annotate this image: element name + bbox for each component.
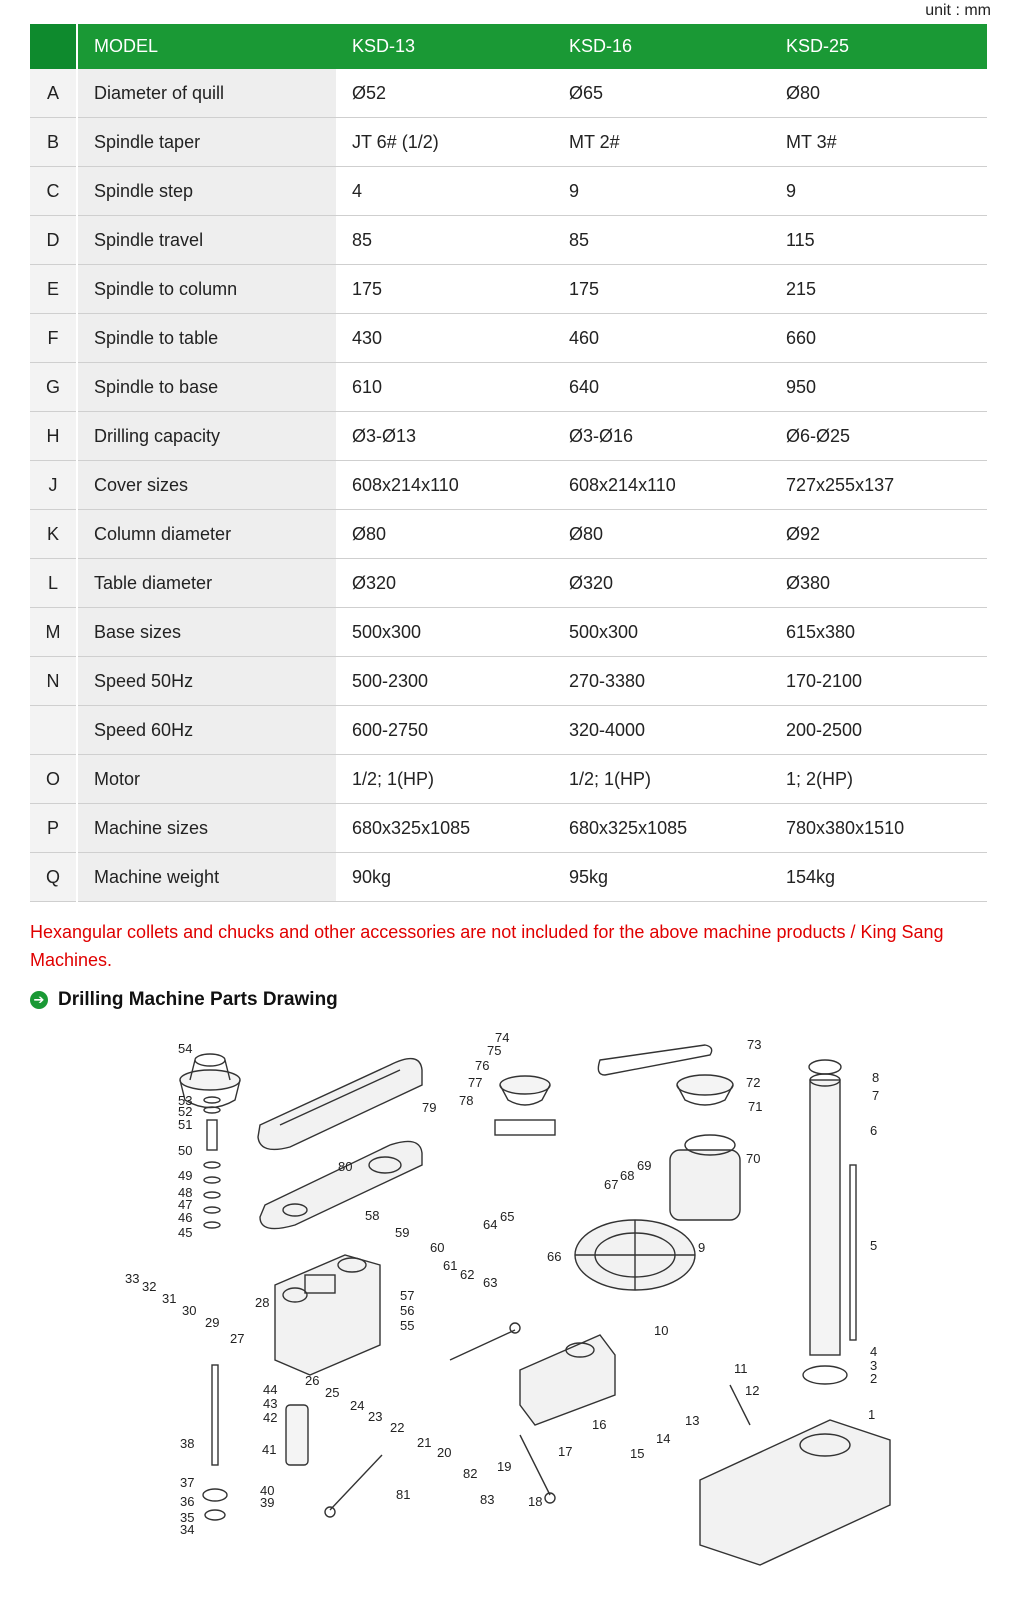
row-parameter: Table diameter: [77, 559, 336, 608]
part-label: 68: [620, 1168, 635, 1183]
cell-ksd-16: 270-3380: [553, 657, 770, 706]
unit-label: unit : mm: [925, 2, 991, 19]
part-label: 12: [745, 1383, 760, 1398]
part-label: 14: [656, 1431, 671, 1446]
part-label: 72: [746, 1075, 761, 1090]
part-label: 8: [872, 1070, 880, 1085]
work-table: [575, 1220, 695, 1290]
part-label: 47: [178, 1197, 193, 1212]
part-label: 73: [747, 1037, 762, 1052]
cell-ksd-13: 175: [336, 265, 553, 314]
cell-ksd-16: 460: [553, 314, 770, 363]
section-heading: [30, 989, 338, 1011]
cell-ksd-25: 780x380x1510: [770, 804, 987, 853]
cell-ksd-16: 1/2; 1(HP): [553, 755, 770, 804]
table-row: [30, 314, 987, 363]
cell-ksd-25: Ø380: [770, 559, 987, 608]
row-letter: D: [30, 216, 77, 265]
cell-ksd-25: 154kg: [770, 853, 987, 902]
part-label: 30: [182, 1303, 197, 1318]
part-label: 54: [178, 1041, 193, 1056]
cell-ksd-25: 660: [770, 314, 987, 363]
table-row: [30, 412, 987, 461]
section-title: Drilling Machine Parts Drawing: [58, 989, 338, 1010]
part-label: 59: [395, 1225, 410, 1240]
cell-ksd-16: 175: [553, 265, 770, 314]
part-label: 51: [178, 1117, 193, 1132]
accessories-note: Hexangular collets and chucks and other accessories are not included for the above machine products / King Sang Machines.: [30, 922, 944, 970]
cell-ksd-16: 640: [553, 363, 770, 412]
row-letter: G: [30, 363, 77, 412]
part-label: 9: [698, 1240, 706, 1255]
part-label: 64: [483, 1217, 498, 1232]
table-row: [30, 608, 987, 657]
part-label: 27: [230, 1331, 245, 1346]
motor: [670, 1135, 740, 1220]
part-label: 57: [400, 1288, 415, 1303]
part-label: 20: [437, 1445, 452, 1460]
part-label: 16: [592, 1417, 607, 1432]
belt-cover: [258, 1059, 422, 1229]
header-ksd-16: KSD-16: [553, 24, 770, 69]
row-parameter: Spindle travel: [77, 216, 336, 265]
part-label: 24: [350, 1398, 365, 1413]
part-label: 17: [558, 1444, 573, 1459]
cell-ksd-16: Ø320: [553, 559, 770, 608]
cell-ksd-25: Ø80: [770, 69, 987, 118]
part-label: 4: [870, 1344, 878, 1359]
part-label: 81: [396, 1487, 411, 1502]
part-label: 71: [748, 1099, 763, 1114]
cell-ksd-25: 200-2500: [770, 706, 987, 755]
row-parameter: Diameter of quill: [77, 69, 336, 118]
table-row: [30, 510, 987, 559]
row-letter: [30, 706, 77, 755]
table-row: [30, 167, 987, 216]
table-row: [30, 853, 987, 902]
cell-ksd-25: 170-2100: [770, 657, 987, 706]
cell-ksd-16: 9: [553, 167, 770, 216]
cell-ksd-13: 4: [336, 167, 553, 216]
cell-ksd-16: Ø3-Ø16: [553, 412, 770, 461]
header-letter: [30, 24, 77, 69]
row-letter: B: [30, 118, 77, 167]
head-casting: [275, 1255, 380, 1375]
row-letter: Q: [30, 853, 77, 902]
cell-ksd-13: 608x214x110: [336, 461, 553, 510]
row-parameter: Spindle step: [77, 167, 336, 216]
part-label: 3: [870, 1358, 878, 1373]
part-label: 5: [870, 1238, 878, 1253]
part-label: 22: [390, 1420, 405, 1435]
v-belt: [598, 1045, 711, 1075]
cell-ksd-25: 950: [770, 363, 987, 412]
part-label: 31: [162, 1291, 177, 1306]
part-label: 58: [365, 1208, 380, 1223]
row-letter: M: [30, 608, 77, 657]
part-label: 75: [487, 1043, 502, 1058]
row-letter: H: [30, 412, 77, 461]
part-label: 61: [443, 1258, 458, 1273]
table-row: [30, 804, 987, 853]
part-label: 7: [872, 1088, 880, 1103]
cell-ksd-13: 90kg: [336, 853, 553, 902]
part-label: 34: [180, 1522, 195, 1537]
cell-ksd-25: MT 3#: [770, 118, 987, 167]
table-row: [30, 118, 987, 167]
part-label: 50: [178, 1143, 193, 1158]
row-parameter: Machine weight: [77, 853, 336, 902]
table-row: [30, 265, 987, 314]
table-row: [30, 363, 987, 412]
cell-ksd-16: MT 2#: [553, 118, 770, 167]
cell-ksd-25: 215: [770, 265, 987, 314]
part-label: 63: [483, 1275, 498, 1290]
part-label: 60: [430, 1240, 445, 1255]
cell-ksd-16: 320-4000: [553, 706, 770, 755]
cell-ksd-13: JT 6# (1/2): [336, 118, 553, 167]
part-label: 65: [500, 1209, 515, 1224]
part-label: 19: [497, 1459, 512, 1474]
part-label: 11: [734, 1361, 748, 1376]
part-label: 62: [460, 1267, 475, 1282]
row-parameter: Cover sizes: [77, 461, 336, 510]
part-label: 42: [263, 1410, 278, 1425]
row-letter: K: [30, 510, 77, 559]
header-model: MODEL: [77, 24, 336, 69]
cell-ksd-16: 95kg: [553, 853, 770, 902]
part-label: 46: [178, 1210, 193, 1225]
cell-ksd-13: 430: [336, 314, 553, 363]
cell-ksd-25: 1; 2(HP): [770, 755, 987, 804]
row-parameter: Spindle to table: [77, 314, 336, 363]
cell-ksd-13: 500x300: [336, 608, 553, 657]
part-label: 74: [495, 1030, 510, 1045]
part-label: 29: [205, 1315, 220, 1330]
part-label: 26: [305, 1373, 320, 1388]
part-label: 80: [338, 1159, 353, 1174]
cell-ksd-13: 680x325x1085: [336, 804, 553, 853]
part-label: 38: [180, 1436, 195, 1451]
cell-ksd-16: 85: [553, 216, 770, 265]
part-label: 37: [180, 1475, 195, 1490]
part-label: 44: [263, 1382, 278, 1397]
part-label: 48: [178, 1185, 193, 1200]
row-parameter: Motor: [77, 755, 336, 804]
part-label: 36: [180, 1494, 195, 1509]
row-parameter: Spindle to column: [77, 265, 336, 314]
table-row: [30, 461, 987, 510]
part-label: 45: [178, 1225, 193, 1240]
row-parameter: Column diameter: [77, 510, 336, 559]
spindle-parts: [204, 1097, 220, 1228]
part-label: 43: [263, 1396, 278, 1411]
cell-ksd-13: 85: [336, 216, 553, 265]
part-label: 39: [260, 1495, 275, 1510]
row-parameter: Speed 50Hz: [77, 657, 336, 706]
table-row: [30, 559, 987, 608]
cell-ksd-16: 680x325x1085: [553, 804, 770, 853]
part-label: 2: [870, 1371, 878, 1386]
row-parameter: Spindle to base: [77, 363, 336, 412]
spec-table: [30, 24, 987, 902]
quill: [203, 1365, 308, 1520]
cell-ksd-16: Ø80: [553, 510, 770, 559]
row-letter: P: [30, 804, 77, 853]
cell-ksd-25: 727x255x137: [770, 461, 987, 510]
part-label: 77: [468, 1075, 483, 1090]
row-letter: O: [30, 755, 77, 804]
machine-base: [700, 1420, 890, 1565]
part-label: 25: [325, 1385, 340, 1400]
parts-drawing: [110, 1025, 920, 1600]
cell-ksd-13: Ø52: [336, 69, 553, 118]
part-label: 33: [125, 1271, 140, 1286]
cell-ksd-13: Ø3-Ø13: [336, 412, 553, 461]
part-label: 70: [746, 1151, 761, 1166]
part-label: 15: [630, 1446, 645, 1461]
row-letter: F: [30, 314, 77, 363]
part-label: 52: [178, 1104, 193, 1119]
part-label: 53: [178, 1093, 193, 1108]
cell-ksd-13: 500-2300: [336, 657, 553, 706]
row-letter: N: [30, 657, 77, 706]
header-ksd-25: KSD-25: [770, 24, 987, 69]
cell-ksd-13: 610: [336, 363, 553, 412]
part-label: 32: [142, 1279, 157, 1294]
cell-ksd-13: Ø320: [336, 559, 553, 608]
part-label: 41: [262, 1442, 277, 1457]
cell-ksd-13: 600-2750: [336, 706, 553, 755]
part-label: 35: [180, 1510, 195, 1525]
row-parameter: Spindle taper: [77, 118, 336, 167]
row-parameter: Speed 60Hz: [77, 706, 336, 755]
table-row: [30, 706, 987, 755]
part-label: 23: [368, 1409, 383, 1424]
row-letter: L: [30, 559, 77, 608]
part-label: 67: [604, 1177, 619, 1192]
row-parameter: Machine sizes: [77, 804, 336, 853]
part-label: 1: [868, 1407, 876, 1422]
table-row: [30, 755, 987, 804]
cell-ksd-16: 500x300: [553, 608, 770, 657]
table-bracket: [520, 1335, 615, 1425]
row-parameter: Base sizes: [77, 608, 336, 657]
row-letter: J: [30, 461, 77, 510]
part-label: 83: [480, 1492, 495, 1507]
row-letter: E: [30, 265, 77, 314]
part-label: 28: [255, 1295, 270, 1310]
part-label: 78: [459, 1093, 474, 1108]
cell-ksd-13: Ø80: [336, 510, 553, 559]
part-label: 10: [654, 1323, 669, 1338]
part-label: 82: [463, 1466, 478, 1481]
part-label: 76: [475, 1058, 490, 1073]
table-row: [30, 657, 987, 706]
part-label: 18: [528, 1494, 543, 1509]
part-label: 55: [400, 1318, 415, 1333]
row-letter: C: [30, 167, 77, 216]
row-letter: A: [30, 69, 77, 118]
cell-ksd-25: Ø92: [770, 510, 987, 559]
middle-pulley: [495, 1076, 555, 1135]
row-parameter: Drilling capacity: [77, 412, 336, 461]
cell-ksd-25: 115: [770, 216, 987, 265]
part-label: 13: [685, 1413, 700, 1428]
cell-ksd-25: 615x380: [770, 608, 987, 657]
part-label: 40: [260, 1483, 275, 1498]
table-row: [30, 69, 987, 118]
part-label: 21: [417, 1435, 432, 1450]
rack: [850, 1165, 856, 1340]
cell-ksd-16: Ø65: [553, 69, 770, 118]
cell-ksd-25: Ø6-Ø25: [770, 412, 987, 461]
cell-ksd-13: 1/2; 1(HP): [336, 755, 553, 804]
part-label: 66: [547, 1249, 562, 1264]
part-label: 6: [870, 1123, 878, 1138]
part-label: 69: [637, 1158, 652, 1173]
motor-pulley: [677, 1075, 733, 1105]
part-label: 56: [400, 1303, 415, 1318]
header-ksd-13: KSD-13: [336, 24, 553, 69]
table-row: [30, 216, 987, 265]
table-header-row: [30, 24, 987, 69]
column: [803, 1060, 847, 1384]
part-label: 79: [422, 1100, 437, 1115]
arrow-right-circle-icon: ➔: [30, 991, 48, 1009]
part-label: 49: [178, 1168, 193, 1183]
cell-ksd-25: 9: [770, 167, 987, 216]
cell-ksd-16: 608x214x110: [553, 461, 770, 510]
